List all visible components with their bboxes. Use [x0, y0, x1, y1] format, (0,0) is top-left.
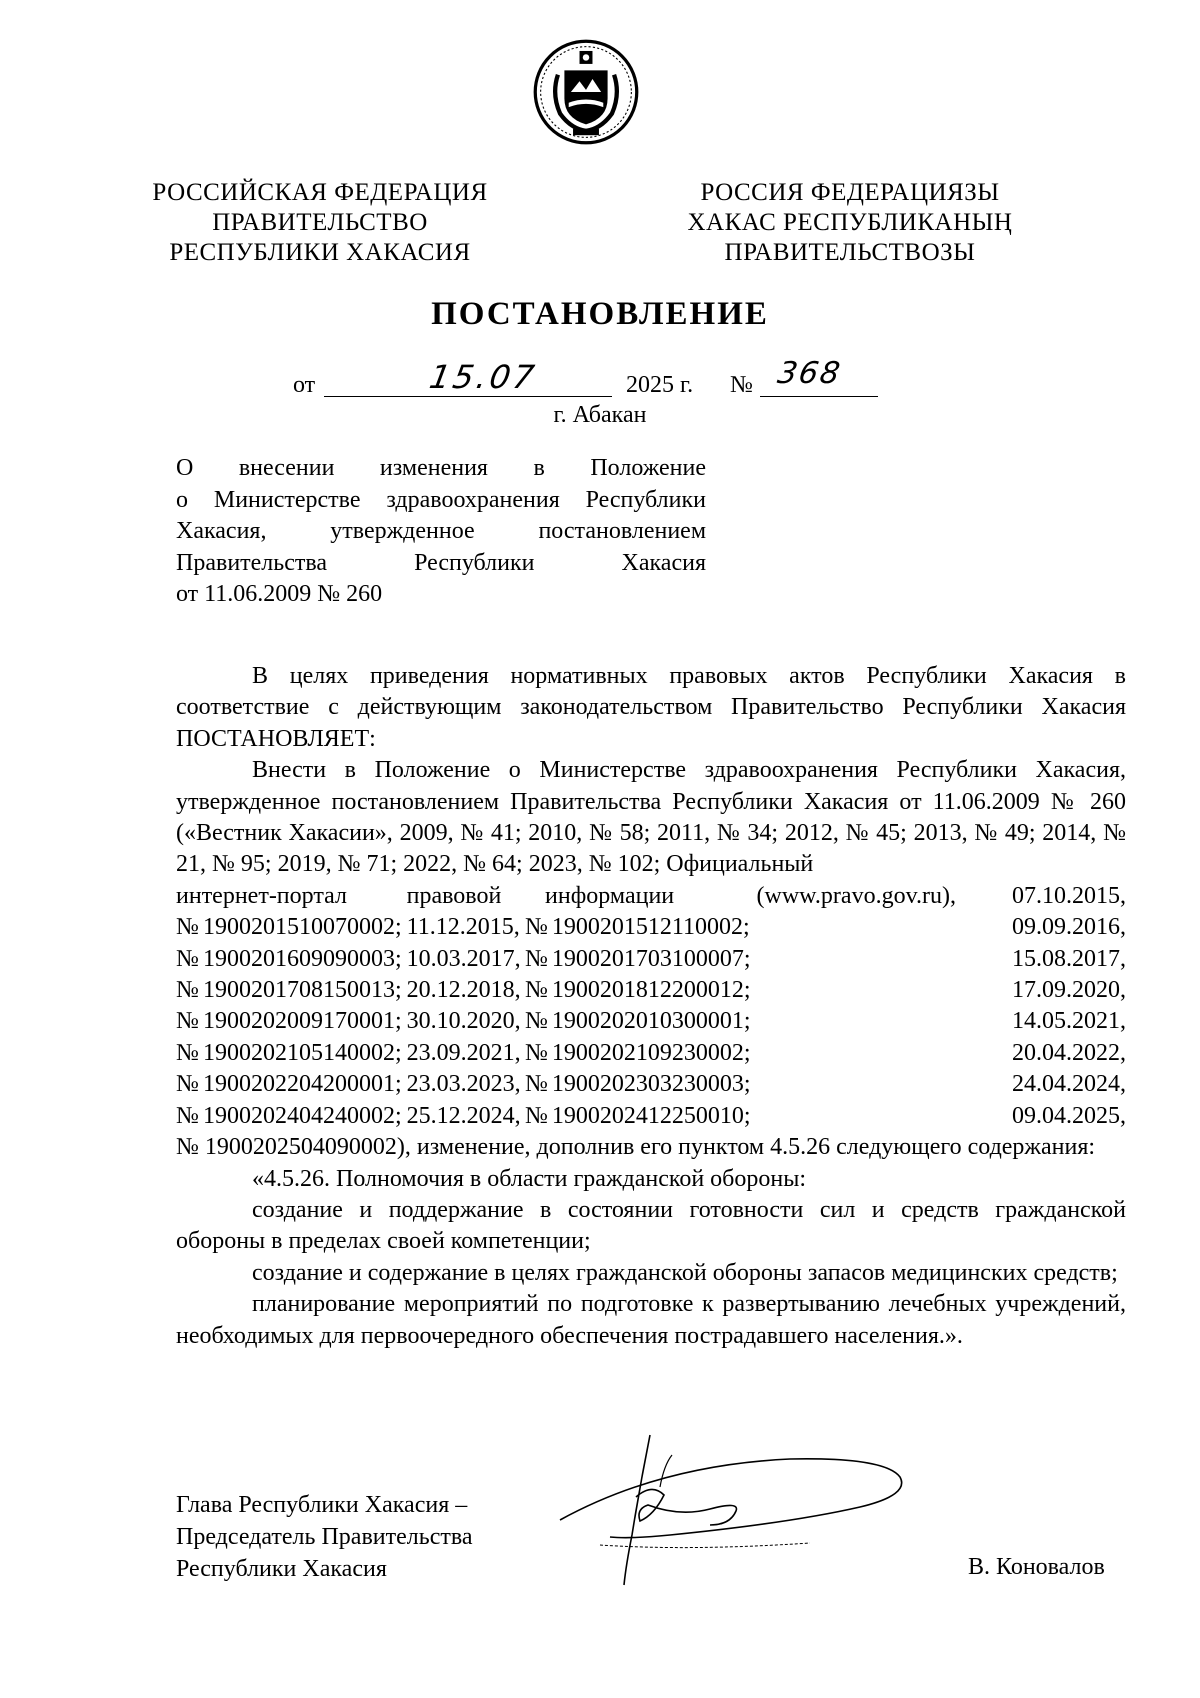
table-cell: 24.04.2024, — [1012, 1071, 1126, 1098]
table-cell: 11.12.2015, — [406, 914, 520, 941]
registry-row — [176, 1069, 1126, 1100]
portal-row — [176, 881, 1126, 912]
table-cell: 09.09.2016, — [1012, 914, 1126, 941]
subject-line: О внесении изменения в Положение — [176, 455, 706, 481]
table-cell: № — [525, 914, 548, 941]
quote-item: планирование мероприятий по подготовке к развертыванию лечебных учреждений, необходимых для первоочередного обеспечения пострадавшего населения.». — [176, 1291, 1126, 1349]
quote-item: создание и поддержание в состоянии готовности сил и средств гражданской обороны в пределах своей компетенции; — [176, 1196, 1126, 1255]
registry-row — [176, 1038, 1126, 1069]
table-cell: 20.04.2022, — [1012, 1039, 1126, 1066]
table-cell: 1900201703100007; — [551, 945, 751, 972]
header-right-line: ХАКАС РЕСПУБЛИКАНЫҢ — [687, 209, 1013, 236]
table-cell: 1900201708150013; — [203, 977, 402, 1004]
table-cell: № — [176, 914, 199, 941]
header-right-line: РОССИЯ ФЕДЕРАЦИЯЗЫ — [700, 179, 1000, 206]
table-cell: № — [176, 1071, 199, 1098]
table-cell: 1900202303230003; — [551, 1071, 751, 1098]
table-cell: 1900202109230002; — [551, 1039, 751, 1066]
table-cell: 1900202204200001; — [203, 1071, 402, 1098]
table-cell: 23.09.2021, — [406, 1039, 521, 1066]
handwritten-date: 15.07 — [426, 358, 540, 396]
table-cell: 1900201609090003; — [203, 945, 402, 972]
table-cell: 14.05.2021, — [1012, 1008, 1126, 1035]
table-cell: 1900202010300001; — [551, 1008, 751, 1035]
table-cell: № — [525, 1008, 548, 1035]
table-cell: № — [525, 1039, 548, 1066]
coat-of-arms-emblem — [532, 38, 640, 146]
registry-table — [176, 881, 1126, 1132]
signatory-line: Председатель Правительства — [176, 1524, 473, 1550]
registry-row — [176, 944, 1126, 975]
registry-row — [176, 1101, 1126, 1132]
registry-row — [176, 912, 1126, 943]
header-left-russian — [140, 178, 500, 268]
city-name: г. Абакан — [553, 402, 647, 428]
table-cell: № — [176, 1039, 199, 1066]
preamble-paragraph: В целях приведения нормативных правовых актов Республики Хакасия в соответствие с действующим законодательством Правительство Республики Хакасия ПОСТАНОВЛЯЕТ: — [176, 663, 1126, 752]
header-left-line: РОССИЙСКАЯ ФЕДЕРАЦИЯ — [152, 179, 488, 206]
quote-heading: «4.5.26. Полномочия в области гражданской обороны: — [252, 1165, 807, 1192]
table-cell — [757, 881, 1127, 912]
document-subject — [176, 453, 706, 611]
header-right-khakas — [680, 178, 1020, 268]
number-sign: № — [730, 372, 753, 398]
table-cell: 1900201510070002; — [203, 914, 402, 941]
table-cell: информации — [545, 882, 675, 909]
table-cell: № — [176, 1008, 199, 1035]
document-type-title: ПОСТАНОВЛЕНИЕ — [431, 296, 769, 332]
table-cell: № — [176, 945, 199, 972]
table-cell: 15.08.2017, — [1012, 945, 1126, 972]
header-left-line: ПРАВИТЕЛЬСТВО — [212, 209, 428, 236]
signatory-line: Глава Республики Хакасия – — [176, 1492, 468, 1518]
table-cell: 07.10.2015, — [1012, 882, 1126, 909]
table-cell: № — [525, 977, 548, 1004]
table-cell: 1900201512110002; — [551, 914, 750, 941]
subject-line: от 11.06.2009 № 260 — [176, 581, 383, 607]
tail-paragraph: № 1900202504090002), изменение, дополнив его пунктом 4.5.26 следующего содержания: — [176, 1134, 1096, 1161]
table-cell: 1900201812200012; — [551, 977, 751, 1004]
table-cell: № — [176, 977, 199, 1004]
subject-line: о Министерстве здравоохранения Республики — [176, 486, 706, 513]
table-cell: (www.pravo.gov.ru), — [756, 882, 956, 909]
table-cell: правовой — [406, 882, 502, 909]
handwritten-signature — [540, 1425, 920, 1595]
table-cell: 09.04.2025, — [1012, 1102, 1126, 1129]
table-cell: 1900202404240002; — [203, 1102, 402, 1129]
resolution-paragraph: Внести в Положение о Министерстве здравоохранения Республики Хакасия, утвержденное постановлением Правительства Республики Хакасия от 11.06.2009 № 260 («Вестник Хакасии», 2009, № 41; 2010, № 58; 2011, № 34; 2012, № 45; 2013, № 49; 2014, № 21, № 95; 2019, № 71; 2022, № 64; 2023, № 102; Официальный — [176, 757, 1126, 878]
table-cell: 20.12.2018, — [406, 977, 521, 1004]
table-cell: 1900202009170001; — [203, 1008, 402, 1035]
table-cell: № — [525, 1102, 548, 1129]
subject-line: Хакасия, утвержденное постановлением — [176, 518, 706, 544]
table-cell: № — [176, 1102, 199, 1129]
handwritten-number: 368 — [774, 356, 845, 391]
document-body — [176, 661, 1126, 1352]
header-left-line: РЕСПУБЛИКИ ХАКАСИЯ — [169, 239, 471, 266]
signatory-title — [176, 1489, 473, 1585]
table-cell: 1900202412250010; — [551, 1102, 751, 1129]
table-cell: 17.09.2020, — [1012, 977, 1126, 1004]
date-underline — [324, 396, 612, 397]
table-cell: 23.03.2023, — [406, 1071, 521, 1098]
table-cell: 10.03.2017, — [406, 945, 521, 972]
year-text: 2025 г. — [626, 372, 694, 398]
table-cell: 30.10.2020, — [406, 1008, 521, 1035]
quote-item: создание и содержание в целях гражданской обороны запасов медицинских средств; — [252, 1259, 1118, 1286]
signer-name: В. Коновалов — [968, 1554, 1105, 1580]
date-prefix: от — [293, 372, 316, 398]
table-cell: № — [525, 1071, 548, 1098]
header-right-line: ПРАВИТЕЛЬСТВОЗЫ — [724, 239, 976, 266]
number-underline — [760, 396, 878, 397]
registry-row — [176, 975, 1126, 1006]
table-cell: 1900202105140002; — [203, 1039, 402, 1066]
signatory-line: Республики Хакасия — [176, 1556, 387, 1582]
table-cell: интернет-портал — [176, 882, 347, 909]
subject-line: Правительства Республики Хакасия — [176, 549, 706, 576]
table-cell: № — [525, 945, 548, 972]
registry-row — [176, 1006, 1126, 1037]
table-cell: 25.12.2024, — [406, 1102, 521, 1129]
